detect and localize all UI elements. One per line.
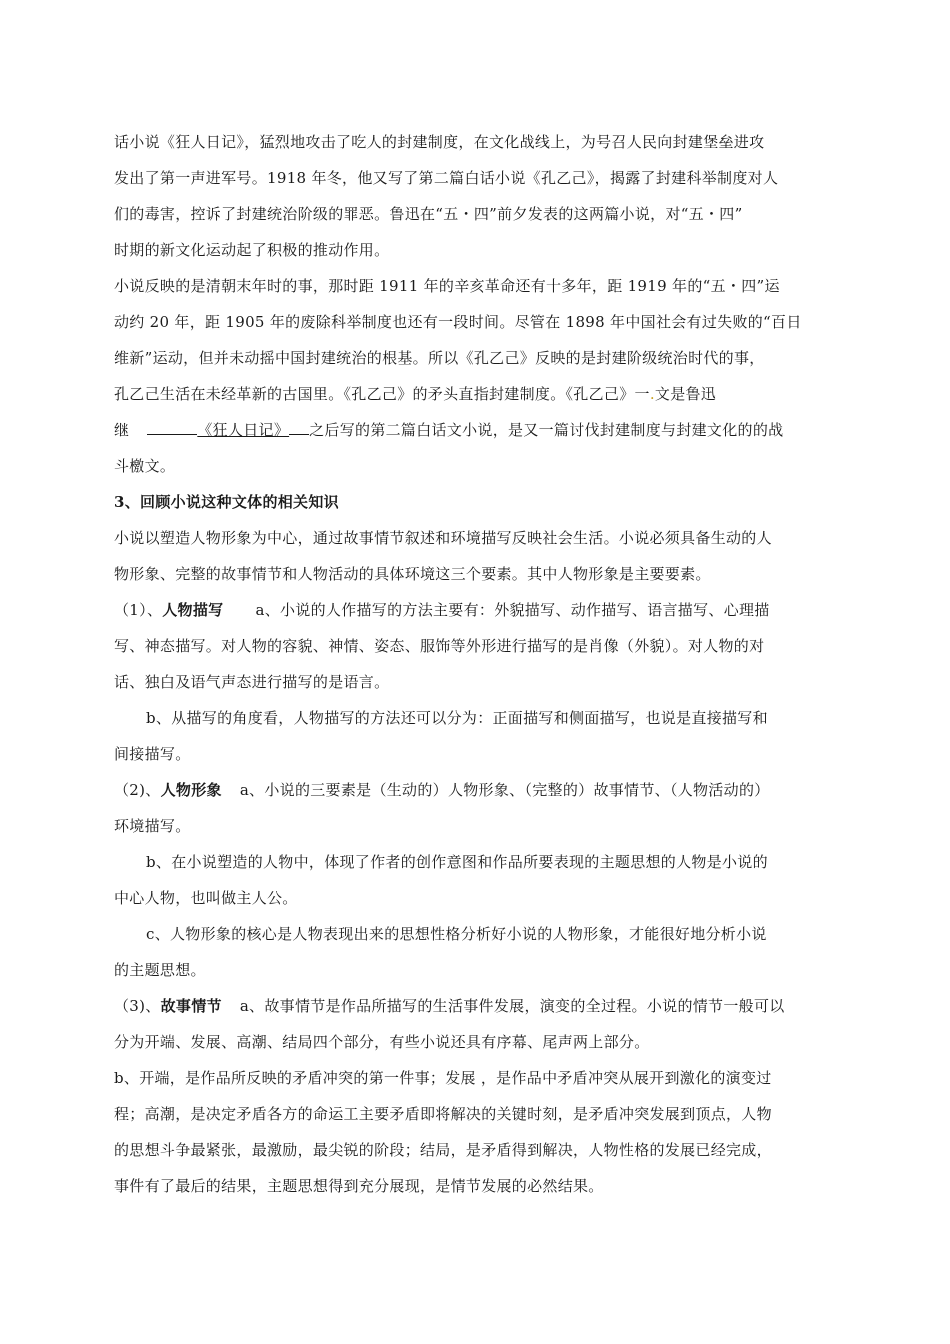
underlined-answer: 《狂人日记》 xyxy=(197,421,290,439)
text-span: a、小说的三要素是（生动的）人物形象、（完整的）故事情节、（人物活动的） xyxy=(239,781,770,799)
text-line: b、从描写的角度看，人物描写的方法还可以分为：正面描写和侧面描写，也说是直接描写和 xyxy=(146,709,768,727)
text-line: 话、独白及语气声态进行描写的是语言。 xyxy=(114,673,390,691)
text-line: 间接描写。 xyxy=(114,745,191,763)
text-span: 孔乙己生活在未经革新的古国里。《孔乙己》的矛头直指封建制度。《孔乙己》一 xyxy=(114,385,650,403)
text-line: 维新”运动，但并未动摇中国封建统治的根基。所以《孔乙己》反映的是封建阶级统治时代的事， xyxy=(114,349,765,367)
text-line: 写、神态描写。对人物的容貌、神情、姿态、服饰等外形进行描写的是肖像（外貌）。对人物的对 xyxy=(114,637,765,655)
text-line: 话小说《狂人日记》，猛烈地攻击了吃人的封建制度，在文化战线上，为号召人民向封建堡垒进攻 xyxy=(114,133,765,151)
stray-dot: . xyxy=(649,385,655,403)
subsection-title: 人物形象 xyxy=(160,781,222,799)
underline-blank xyxy=(147,422,197,435)
underline-blank xyxy=(289,422,309,435)
subsection-line xyxy=(114,592,836,628)
subsection-number: （3)、 xyxy=(114,997,161,1015)
text-line: 分为开端、发展、高潮、结局四个部分，有些小说还具有序幕、尾声两上部分。 xyxy=(114,1033,650,1051)
text-line: 事件有了最后的结果，主题思想得到充分展现，是情节发展的必然结果。 xyxy=(114,1177,604,1195)
section-heading: 3、回顾小说这种文体的相关知识 xyxy=(114,493,339,511)
text-line: 程；高潮，是决定矛盾各方的命运工主要矛盾即将解决的关键时刻，是矛盾冲突发展到顶点，人物 xyxy=(114,1105,772,1123)
text-line: 动约 20 年，距 1905 年的废除科举制度也还有一段时间。尽管在 1898 年中国社会有过失败的“百日 xyxy=(114,313,802,331)
text-line: b、开端，是作品所反映的矛盾冲突的第一件事；发展 ，是作品中矛盾冲突从展开到激化的演变过 xyxy=(114,1069,772,1087)
subsection-line xyxy=(114,772,836,808)
text-line: 小说反映的是清朝末年时的事，那时距 1911 年的辛亥革命还有十多年，距 1919 年的“五・四”运 xyxy=(114,277,780,295)
text-line: 的思想斗争最紧张，最激励，最尖锐的阶段；结局，是矛盾得到解决，人物性格的发展已经完成， xyxy=(114,1141,772,1159)
subsection-line xyxy=(114,988,836,1024)
text-line: b、在小说塑造的人物中，体现了作者的创作意图和作品所要表现的主题思想的人物是小说的 xyxy=(146,853,768,871)
subsection-title: 人物描写 xyxy=(162,601,224,619)
text-line: 物形象、完整的故事情节和人物活动的具体环境这三个要素。其中人物形象是主要要素。 xyxy=(114,565,711,583)
subsection-title: 故事情节 xyxy=(160,997,222,1015)
text-line xyxy=(114,412,836,448)
text-span: 之后写的第二篇白话文小说，是又一篇讨伐封建制度与封建文化的的战 xyxy=(309,421,784,439)
text-line: 发出了第一声进军号。1918 年冬，他又写了第二篇白话小说《孔乙己》，揭露了封建科举制度对人 xyxy=(114,169,779,187)
text-line: 斗檄文。 xyxy=(114,457,176,475)
subsection-number: （2)、 xyxy=(114,781,161,799)
subsection-number: （1）、 xyxy=(114,601,163,619)
text-span: a、故事情节是作品所描写的生活事件发展，演变的全过程。小说的情节一般可以 xyxy=(239,997,785,1015)
text-line: 环境描写。 xyxy=(114,817,191,835)
text-line: 时期的新文化运动起了积极的推动作用。 xyxy=(114,241,390,259)
text-span: 继 xyxy=(114,421,130,439)
text-line: 小说以塑造人物形象为中心，通过故事情节叙述和环境描写反映社会生活。小说必须具备生动的人 xyxy=(114,529,772,547)
text-line xyxy=(114,376,836,412)
text-line: 们的毒害，控诉了封建统治阶级的罪恶。鲁迅在“五・四”前夕发表的这两篇小说，对“五・四” xyxy=(114,205,743,223)
text-line: 的主题思想。 xyxy=(114,961,206,979)
text-span: a、小说的人作描写的方法主要有：外貌描写、动作描写、语言描写、心理描 xyxy=(255,601,770,619)
text-line: c、人物形象的核心是人物表现出来的思想性格分析好小说的人物形象，才能很好地分析小说 xyxy=(146,925,767,943)
text-line: 中心人物，也叫做主人公。 xyxy=(114,889,298,907)
text-span: 文是鲁迅 xyxy=(654,385,717,403)
